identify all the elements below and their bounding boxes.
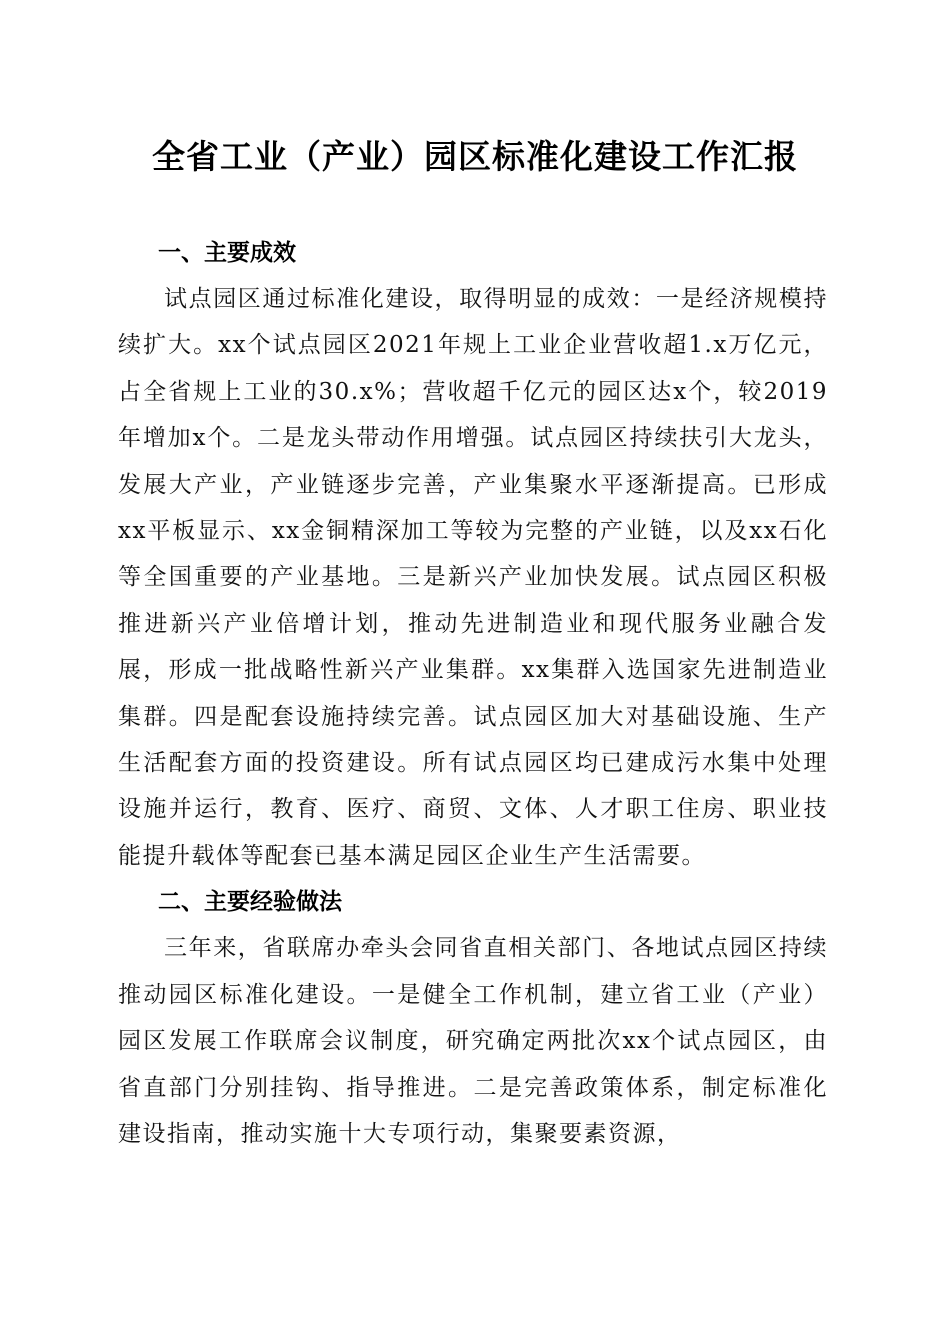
section-heading-main-experience: 二、主要经验做法 (158, 889, 342, 916)
document-title: 全省工业（产业）园区标准化建设工作汇报 (152, 137, 798, 176)
section-heading-main-achievements: 一、主要成效 (158, 240, 296, 266)
section-paragraph-main-achievements: 试点园区通过标准化建设，取得明显的成效：一是经济规模持续扩大。xx个试点园区2021年规上工业企业营收超1.x万亿元，占全省规上工业的30.x%；营收超千亿元的园区达x个，较2019年增加x个。二是龙头带动作用增强。试点园区持续扶引大龙头，发展大产业，产业链逐步完善，产业集聚水平逐渐提高。已形成xx平板显示、xx金铜精深加工等较为完整的产业链，以及xx石化等全国重要的产业基地。三是新兴产业加快发展。试点园区积极推进新兴产业倍增计划，推动先进制造业和现代服务业融合发展，形成一批战略性新兴产业集群。xx集群入选国家先进制造业集群。四是配套设施持续完善。试点园区加大对基础设施、生产生活配套方面的投资建设。所有试点园区均已建成污水集中处理设施并运行，教育、医疗、商贸、文体、人才职工住房、职业技能提升载体等配套已基本满足园区企业生产生活需要。 (118, 286, 828, 869)
document-body (118, 230, 828, 1157)
section-paragraph-main-experience: 三年来，省联席办牵头会同省直相关部门、各地试点园区持续推动园区标准化建设。一是健全工作机制，建立省工业（产业）园区发展工作联席会议制度，研究确定两批次xx个试点园区，由省直部门分别挂钩、指导推进。二是完善政策体系，制定标准化建设指南，推动实施十大专项行动，集聚要素资源， (118, 935, 828, 1147)
